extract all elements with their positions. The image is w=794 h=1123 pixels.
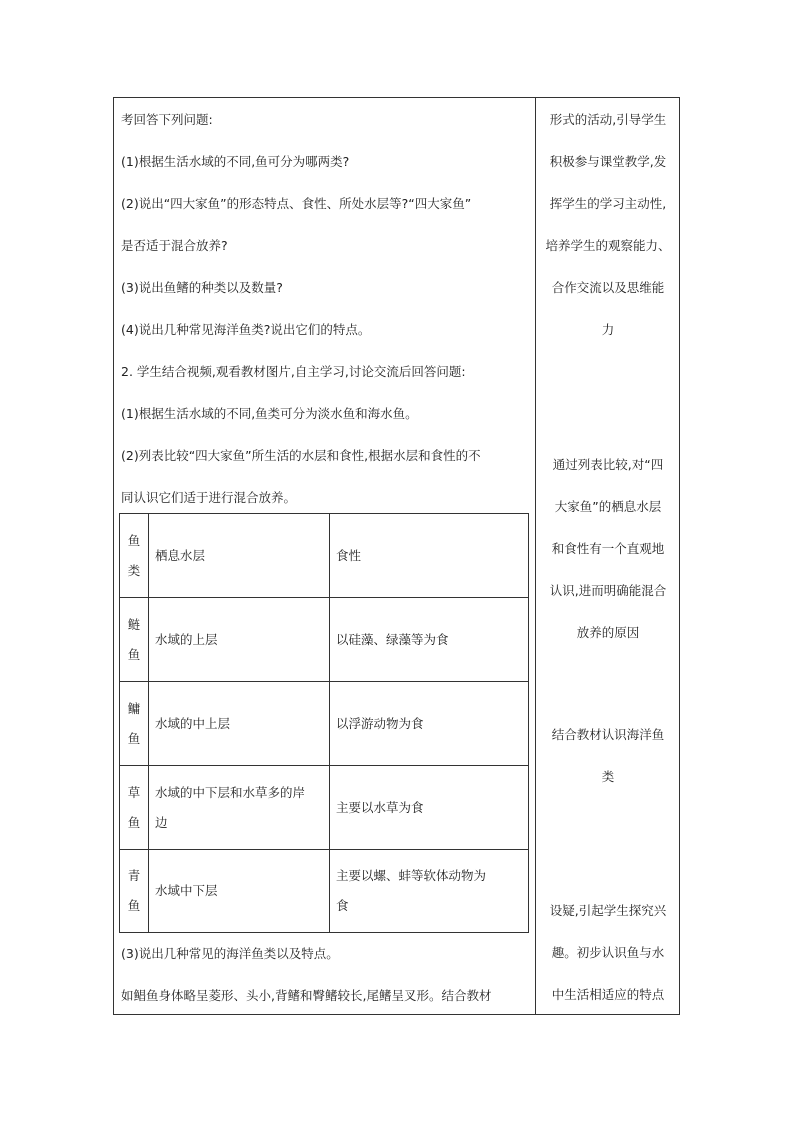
intent-line: 力 — [601, 322, 615, 337]
content-line: (3)说出鱼鳍的种类以及数量? — [121, 280, 283, 295]
table-row — [120, 598, 529, 682]
content-line: 考回答下列问题: — [121, 112, 213, 127]
intent-line: 合作交流以及思维能 — [551, 280, 665, 295]
intent-line: 培养学生的观察能力、 — [545, 238, 671, 253]
intent-line: 放养的原因 — [576, 625, 640, 640]
fish-name: 鲢 鱼 — [120, 598, 149, 682]
intent-line: 积极参与课堂教学,发 — [549, 154, 667, 169]
intent-line: 设疑,引起学生探究兴 — [549, 903, 667, 918]
content-line: (2)列表比较“四大家鱼”所生活的水层和食性,根据水层和食性的不 — [121, 448, 481, 463]
intent-line: 挥学生的学习主动性, — [549, 196, 667, 211]
header-diet: 食性 — [330, 514, 529, 598]
fish-name: 青 鱼 — [120, 850, 149, 933]
content-line: (4)说出几种常见海洋鱼类?说出它们的特点。 — [121, 322, 371, 337]
content-line: 是否适于混合放养? — [121, 238, 228, 253]
four-major-fish-table — [119, 513, 529, 933]
fish-layer: 水域的中上层 — [149, 682, 330, 766]
fish-diet: 以浮游动物为食 — [330, 682, 529, 766]
table-row — [120, 682, 529, 766]
intent-line: 形式的活动,引导学生 — [549, 112, 667, 127]
table-header-row — [120, 514, 529, 598]
fish-layer: 水域中下层 — [149, 850, 330, 933]
table-row — [120, 766, 529, 850]
intent-line: 结合教材认识海洋鱼 — [551, 727, 665, 742]
fish-name: 鳙 鱼 — [120, 682, 149, 766]
fish-diet: 主要以水草为食 — [330, 766, 529, 850]
fish-layer: 水域的上层 — [149, 598, 330, 682]
content-line: (1)根据生活水域的不同,鱼可分为哪两类? — [121, 154, 350, 169]
intent-line: 和食性有一个直观地 — [551, 541, 665, 556]
table-row — [120, 850, 529, 933]
fish-diet: 以硅藻、绿藻等为食 — [330, 598, 529, 682]
fish-layer: 水域的中下层和水草多的岸 边 — [149, 766, 330, 850]
header-habitat-layer: 栖息水层 — [149, 514, 330, 598]
intent-line: 类 — [601, 769, 615, 784]
content-line: 同认识它们适于进行混合放养。 — [121, 490, 297, 505]
fish-name: 草 鱼 — [120, 766, 149, 850]
column-divider — [535, 97, 536, 1015]
intent-line: 认识,进而明确能混合 — [549, 583, 667, 598]
fish-diet: 主要以螺、蚌等软体动物为 食 — [330, 850, 529, 933]
content-line: 2. 学生结合视频,观看教材图片,自主学习,讨论交流后回答问题: — [121, 364, 466, 379]
header-fish-type: 鱼 类 — [120, 514, 149, 598]
content-line: 如鲳鱼身体略呈菱形、头小,背鳍和臀鳍较长,尾鳍呈叉形。结合教材 — [121, 988, 492, 1003]
content-line: (3)说出几种常见的海洋鱼类以及特点。 — [121, 946, 339, 961]
content-line: (1)根据生活水域的不同,鱼类可分为淡水鱼和海水鱼。 — [121, 406, 418, 421]
intent-line: 趣。初步认识鱼与水 — [551, 945, 665, 960]
intent-line: 中生活相适应的特点 — [551, 987, 665, 1002]
intent-line: 通过列表比较,对“四 — [552, 457, 664, 472]
intent-line: 大家鱼”的栖息水层 — [554, 499, 662, 514]
content-line: (2)说出“四大家鱼”的形态特点、食性、所处水层等?“四大家鱼” — [121, 196, 472, 211]
